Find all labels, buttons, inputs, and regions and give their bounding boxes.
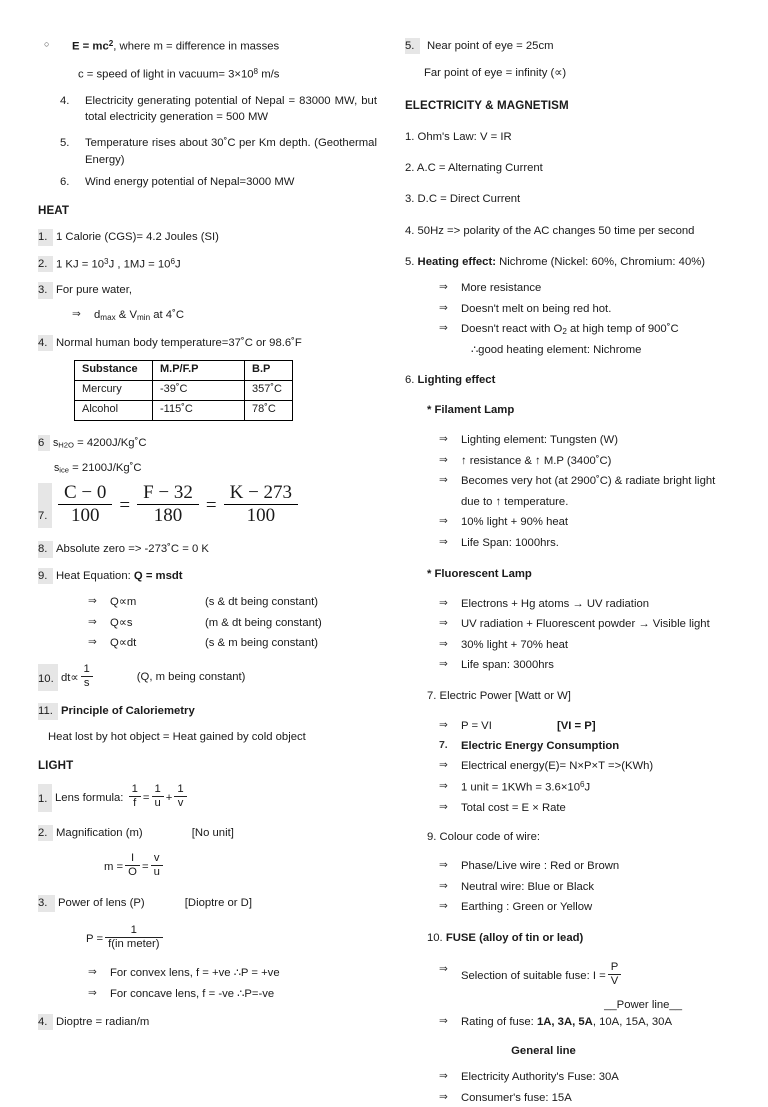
calorimetry-statement: Heat lost by hot object = Heat gained by cold object	[48, 730, 306, 743]
o2-text: Doesn't react with O	[460, 323, 563, 336]
em-item-9-colour-code: 9. Colour code of wire:	[426, 830, 540, 843]
emc2-text	[72, 38, 279, 55]
filament-text: 10% light + 90% heat	[460, 516, 569, 529]
heating-conclusion: ∴good heating element: Nichrome	[470, 343, 642, 356]
arrow-icon: ⇒	[88, 986, 97, 999]
eye-item-5	[405, 38, 742, 54]
fraction-p-v	[608, 961, 622, 989]
lens-sign-row	[88, 965, 377, 982]
list-number: 4.	[60, 94, 70, 107]
numerator: F − 32	[137, 482, 199, 505]
kj-text: 1 KJ = 10	[56, 258, 105, 271]
heating-effect-detail: Nichrome (Nickel: 60%, Chromium: 40%)	[496, 256, 706, 269]
general-text: Electricity Authority's Fuse: 30A	[460, 1071, 619, 1084]
cell-bp: 357˚C	[245, 381, 293, 401]
list-number: 11.	[38, 703, 58, 719]
heating-text: More resistance	[460, 282, 542, 295]
em-item-2: 2. A.C = Alternating Current	[404, 161, 543, 174]
equals-sign: =	[141, 860, 149, 873]
prop-row	[88, 594, 377, 611]
list-number: 6.	[60, 176, 70, 189]
o2-subscript: 2	[562, 327, 567, 337]
arrow-icon: ⇒	[438, 658, 448, 671]
arrow-icon: ⇒	[438, 515, 448, 528]
prop-symbol: Q∝dt	[110, 636, 137, 649]
list-text	[53, 435, 377, 451]
pure-water-text	[94, 307, 377, 324]
sice-subscript: ice	[59, 465, 70, 475]
equals-sign: =	[119, 494, 131, 516]
right-column	[399, 38, 742, 1104]
colour-code-list	[439, 858, 742, 916]
prop-symbol: Q∝s	[110, 616, 133, 629]
table-row	[75, 401, 293, 421]
fuse-rating-body	[461, 1014, 742, 1031]
denominator: O	[128, 865, 137, 878]
speed-of-light-unit: m/s	[258, 68, 280, 81]
em-item-6-lighting-effect	[405, 372, 742, 388]
fraction-fahrenheit	[137, 482, 199, 528]
col-header-bp: B.P	[245, 361, 293, 381]
heat-item-3	[38, 282, 377, 298]
col-header-mpfp: M.P/F.P	[153, 361, 245, 381]
energy-item-5	[60, 135, 377, 168]
arrow-icon: ⇒	[438, 281, 448, 294]
lens-sign-row	[88, 986, 377, 1003]
vmin-sub: min	[137, 312, 151, 322]
electric-power-list	[439, 718, 742, 817]
denominator: 180	[153, 504, 183, 526]
pure-water-row	[72, 307, 377, 324]
heat-item-4	[38, 335, 377, 351]
fuse-rating-highlight: 1A, 3A, 5A	[536, 1016, 593, 1029]
colour-text: Neutral wire: Blue or Black	[460, 880, 595, 893]
fluorescent-row	[439, 596, 742, 613]
fluorescent-row	[439, 637, 742, 654]
lens-formula	[55, 784, 189, 812]
list-number: 6.	[404, 373, 418, 386]
light-item-4	[38, 1014, 377, 1030]
arrow-icon: ⇒	[438, 596, 448, 609]
fraction-celsius	[58, 482, 112, 528]
light-item-2	[38, 825, 377, 841]
fraction-power	[105, 924, 162, 952]
prop-note: (s & dt being constant)	[205, 596, 319, 609]
mj-exponent: 6	[170, 256, 175, 266]
arrow-icon: ⇒	[438, 963, 448, 976]
dmax-symbol: d	[94, 308, 101, 321]
denominator: 100	[246, 504, 276, 526]
energy-row	[439, 800, 742, 817]
prop-row	[88, 615, 377, 632]
power-lens-label: Power of lens (P)	[58, 897, 145, 910]
power-lens-unit: [Dioptre or D]	[184, 897, 252, 910]
numerator: C − 0	[58, 482, 112, 505]
list-number: 1.	[38, 784, 52, 812]
spacer	[439, 494, 461, 511]
mj-text: J , 1MJ = 10	[108, 258, 171, 271]
list-number: 4.	[38, 335, 53, 351]
spacer	[439, 342, 461, 359]
numerator: v	[151, 852, 163, 866]
fluorescent-lamp-heading: * Fluorescent Lamp	[426, 567, 532, 580]
heat-item-2	[38, 256, 377, 273]
arrow-icon: ⇒	[438, 433, 448, 446]
energy-item-6	[60, 174, 377, 190]
cell-mpfp: -39˚C	[153, 381, 245, 401]
heating-row	[439, 280, 742, 297]
fuse-rating-rest: , 10A, 15A, 30A	[592, 1016, 672, 1029]
em-item-3: 3. D.C = Direct Current	[404, 193, 521, 206]
denominator: f	[133, 796, 137, 809]
general-row	[439, 1090, 742, 1107]
numerator: 1	[152, 783, 164, 797]
arrow-icon: ⇒	[438, 879, 448, 892]
o2-temp: at high temp of 900˚C	[566, 323, 679, 336]
arrow-icon: ⇒	[438, 322, 448, 335]
numerator: K − 273	[224, 482, 298, 505]
general-line-label: General line	[511, 1045, 576, 1058]
fraction-one-over-s	[81, 663, 93, 691]
list-number: 5.	[404, 256, 418, 269]
mj-unit: J	[174, 258, 181, 271]
power-formula-body	[461, 718, 742, 735]
p-label: P =	[86, 932, 104, 945]
numerator: 1	[174, 783, 186, 797]
unit-exponent: 6	[579, 779, 585, 789]
em-item-7-electric-power: 7. Electric Power [Watt or W]	[426, 690, 571, 703]
power-lens-formula	[86, 925, 377, 953]
power-line-label: __Power line__	[604, 998, 682, 1011]
left-column	[34, 38, 377, 1076]
heading-electricity-magnetism: ELECTRICITY & MAGNETISM	[404, 98, 569, 112]
dmax-sub: max	[100, 312, 116, 322]
fluorescent-text: Life span: 3000hrs	[460, 659, 554, 672]
arrow-icon: ⇒	[88, 635, 97, 648]
heat-item-6b	[54, 460, 377, 476]
fuse-selection-row	[439, 962, 742, 990]
sice-symbol: s	[54, 462, 60, 475]
heat-item-6	[38, 435, 377, 451]
light-item-1	[38, 784, 377, 812]
fraction-I-O	[125, 852, 140, 880]
filament-text: due to ↑ temperature.	[460, 495, 569, 508]
fraction-v-u	[151, 852, 163, 880]
energy-formula: Electrical energy(E)= N×P×T =>(KWh)	[460, 760, 654, 773]
temperature-conversion-equation	[56, 483, 300, 529]
cell-mpfp: -115˚C	[153, 401, 245, 421]
arrow-icon: ⇒	[438, 1070, 448, 1083]
heat-item-10	[38, 664, 377, 692]
unit-joule: J	[584, 781, 591, 794]
heating-properties-list	[439, 280, 742, 358]
circle-bullet-icon: ○	[44, 39, 50, 49]
plus-sign: +	[165, 791, 173, 804]
magnification-unit: [No unit]	[191, 826, 234, 839]
prop-symbol: Q∝m	[110, 596, 137, 609]
list-number: 8.	[38, 541, 53, 557]
arrow-icon: ⇒	[438, 1015, 448, 1028]
fuse-label: FUSE (alloy of tin or lead)	[445, 931, 584, 944]
fuse-rating-row	[439, 1014, 742, 1031]
fluorescent-text: 30% light + 70% heat	[460, 638, 569, 651]
heading-light: LIGHT	[38, 759, 74, 773]
list-text: Principle of Caloriemetry	[61, 705, 195, 718]
fluorescent-properties-list	[439, 596, 742, 674]
energy-consumption-label: Electric Energy Consumption	[460, 740, 620, 753]
em-item-4: 4. 50Hz => polarity of the AC changes 50 time per second	[404, 224, 695, 237]
arrow-icon: ⇒	[88, 615, 97, 628]
fluorescent-text: UV radiation + Fluorescent powder → Visible light	[460, 618, 710, 631]
table-row	[75, 381, 293, 401]
col-header-substance: Substance	[75, 361, 153, 381]
list-number: 9.	[38, 568, 53, 584]
denominator: V	[610, 975, 619, 988]
power-formula-row	[439, 718, 742, 735]
prop-note: (m & dt being constant)	[205, 616, 322, 629]
arrow-icon: ⇒	[438, 759, 448, 772]
numerator: P	[608, 961, 622, 975]
arrow-icon: ⇒	[438, 779, 448, 792]
fraction-u	[152, 783, 164, 811]
filament-lamp-heading: * Filament Lamp	[426, 404, 515, 417]
arrow-icon: ⇒	[438, 718, 448, 731]
far-point-line: Far point of eye = infinity (∝)	[423, 67, 567, 80]
fluorescent-row	[439, 657, 742, 674]
filament-row-continuation	[439, 494, 742, 511]
list-number: 7.	[38, 483, 52, 529]
equals-sign: =	[205, 494, 217, 516]
colour-row	[439, 879, 742, 896]
filament-text: Becomes very hot (at 2900˚C) & radiate bright light	[460, 475, 716, 488]
prop-body	[110, 635, 377, 652]
colour-row	[439, 858, 742, 875]
arrow-icon: ⇒	[438, 637, 448, 650]
list-number: 6	[38, 435, 50, 451]
filament-properties-list	[439, 432, 742, 551]
emc2-item	[38, 38, 377, 55]
speed-of-light-exponent: 8	[253, 66, 259, 76]
s-value: = 4200J/Kg˚C	[73, 436, 147, 449]
heating-text	[461, 321, 742, 338]
prop-row	[88, 635, 377, 652]
lighting-effect-label: Lighting effect	[417, 373, 496, 386]
power-formula: P = VI	[460, 719, 492, 732]
heating-effect-label: Heating effect:	[417, 256, 496, 269]
arrow-icon: ⇒	[438, 453, 448, 466]
lens-sign-text: For convex lens, f = +ve ∴P = +ve	[110, 967, 280, 980]
filament-row	[439, 453, 742, 470]
filament-text: Life Span: 1000hrs.	[460, 536, 559, 549]
list-text: Absolute zero => -273˚C = 0 K	[56, 543, 209, 556]
vmin-symbol: & V	[115, 308, 138, 321]
energy-unit	[461, 779, 742, 796]
dt-prefix: dt∝	[61, 671, 79, 684]
lens-formula-label: Lens formula:	[55, 791, 127, 804]
filament-text: Lighting element: Tungsten (W)	[460, 434, 618, 447]
equals-sign: =	[142, 791, 150, 804]
general-text: Consumer's fuse: 15A	[460, 1091, 572, 1104]
denominator: 100	[70, 504, 100, 526]
energy-item-4	[60, 93, 377, 126]
heat-item-7	[38, 483, 377, 529]
emc2-desc: , where m = difference in masses	[113, 40, 280, 53]
filament-text: ↑ resistance & ↑ M.P (3400˚C)	[460, 454, 612, 467]
em-item-1: 1. Ohm's Law: V = IR	[404, 130, 512, 143]
arrow-icon: ⇒	[72, 307, 81, 320]
numerator: 1	[105, 924, 162, 938]
cell-substance: Mercury	[75, 381, 153, 401]
list-number: 3.	[38, 282, 53, 298]
m-label: m =	[104, 860, 124, 873]
dt-proportional	[61, 664, 95, 692]
speed-of-light-line	[78, 66, 377, 83]
table-header-row	[75, 361, 293, 381]
arrow-icon: ⇒	[438, 899, 448, 912]
substance-table	[74, 360, 293, 421]
numerator: I	[125, 852, 140, 866]
filament-row	[439, 535, 742, 552]
heating-conclusion-row	[439, 342, 742, 359]
total-cost-formula: Total cost = E × Rate	[460, 801, 566, 814]
denominator: v	[177, 796, 184, 809]
magnification-label: Magnification (m)	[56, 826, 143, 839]
arrow-icon: ⇒	[438, 859, 448, 872]
list-number: 5.	[405, 38, 420, 54]
denominator: u	[154, 796, 161, 809]
denominator: f(in meter)	[108, 937, 160, 950]
energy-row	[439, 758, 742, 775]
general-row	[439, 1069, 742, 1086]
colour-row	[439, 899, 742, 916]
list-text: Wind energy potential of Nepal=3000 MW	[85, 176, 295, 189]
s-symbol: s	[53, 436, 59, 449]
fluorescent-row	[439, 616, 742, 633]
list-text: Near point of eye = 25cm	[426, 40, 554, 52]
list-text: Temperature rises about 30˚C per Km depth. (Geothermal Energy)	[85, 137, 377, 166]
temp-value: at 4˚C	[150, 308, 185, 321]
list-text	[58, 895, 377, 911]
arrow-icon: ⇒	[438, 617, 448, 630]
list-text: 1 Calorie (CGS)= 4.2 Joules (SI)	[56, 231, 219, 244]
denominator: u	[153, 865, 160, 878]
heat-item-8	[38, 541, 377, 557]
list-text	[56, 568, 377, 584]
heat-item-9	[38, 568, 377, 584]
heat-item-11	[38, 703, 377, 719]
sice-value: = 2100J/Kg˚C	[69, 462, 142, 475]
emc2-exponent: 2	[108, 39, 114, 48]
power-formula-alt: [VI = P]	[556, 719, 596, 732]
prop-body	[110, 615, 377, 632]
colour-text: Phase/Live wire : Red or Brown	[460, 860, 620, 873]
cell-bp: 78˚C	[245, 401, 293, 421]
list-number: 7.	[438, 739, 448, 752]
prop-body	[110, 594, 377, 611]
kj-exponent: 3	[104, 256, 109, 266]
list-text	[56, 825, 377, 841]
speed-of-light-text: c = speed of light in vacuum= 3×10	[78, 68, 254, 81]
em-item-10-fuse	[427, 930, 742, 946]
numerator: 1	[81, 663, 93, 677]
fuse-rating-label: Rating of fuse:	[460, 1016, 537, 1029]
list-number: 1.	[38, 229, 53, 245]
unit-text: 1 unit = 1KWh = 3.6×10	[460, 781, 580, 794]
arrow-icon: ⇒	[438, 800, 448, 813]
list-text	[56, 256, 377, 273]
cell-substance: Alcohol	[75, 401, 153, 421]
colour-text: Earthing : Green or Yellow	[460, 900, 593, 913]
general-line-list	[439, 1069, 742, 1106]
dt-note: (Q, m being constant)	[136, 671, 246, 684]
heat-eq-formula: Q = msdt	[133, 569, 183, 582]
filament-row	[439, 473, 742, 490]
arrow-icon: ⇒	[88, 595, 97, 608]
list-number: 10.	[38, 664, 58, 692]
heating-row	[439, 321, 742, 338]
heat-proportionality-list	[88, 594, 377, 652]
numerator: 1	[129, 783, 141, 797]
magnification-formula	[104, 853, 377, 881]
energy-row	[439, 779, 742, 796]
fraction-v	[174, 783, 186, 811]
arrow-icon: ⇒	[438, 301, 448, 314]
filament-row	[439, 514, 742, 531]
list-text: Normal human body temperature=37˚C or 98.6˚F	[56, 336, 302, 349]
energy-consumption-heading-row	[439, 738, 742, 755]
list-number: 5.	[60, 137, 70, 150]
heat-eq-label: Heat Equation:	[56, 569, 134, 582]
list-number: 2.	[38, 256, 53, 273]
list-text: For pure water,	[56, 284, 132, 297]
heating-text: Doesn't melt on being red hot.	[460, 302, 612, 315]
list-number: 2.	[38, 825, 53, 841]
arrow-icon: ⇒	[438, 535, 448, 548]
list-number: 10.	[426, 931, 446, 944]
fluorescent-text: Electrons + Hg atoms → UV radiation	[460, 597, 650, 610]
list-number: 3.	[38, 895, 55, 911]
list-text: Electricity generating potential of Nepal = 83000 MW, but total electricity generation = 500 MW	[85, 94, 377, 123]
s-subscript: H2O	[58, 440, 74, 450]
lens-sign-text: For concave lens, f = -ve ∴P=-ve	[110, 987, 275, 1000]
heating-row	[439, 301, 742, 318]
heading-heat: HEAT	[38, 204, 70, 218]
fuse-selection-formula	[461, 962, 742, 990]
list-number: 4.	[38, 1014, 53, 1030]
fraction-kelvin	[224, 482, 298, 528]
arrow-icon: ⇒	[88, 966, 97, 979]
fraction-f	[129, 783, 141, 811]
light-item-3	[38, 895, 377, 911]
denominator: s	[83, 676, 90, 689]
fuse-selection-label: Selection of suitable fuse: I =	[460, 970, 606, 982]
prop-note: (s & m being constant)	[205, 636, 319, 649]
filament-row	[439, 432, 742, 449]
arrow-icon: ⇒	[438, 1090, 448, 1103]
list-text: Dioptre = radian/m	[56, 1015, 150, 1028]
em-item-5-heating-effect	[405, 254, 742, 270]
lens-sign-list	[88, 965, 377, 1002]
emc2-formula: E = mc	[72, 40, 109, 53]
heat-item-1	[38, 229, 377, 245]
arrow-icon: ⇒	[438, 474, 448, 487]
